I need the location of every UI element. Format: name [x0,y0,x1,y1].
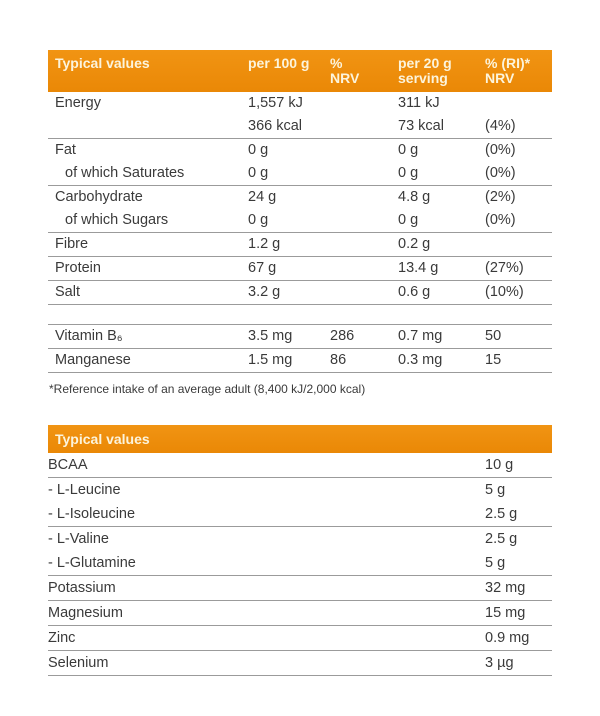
table1-group [48,92,552,139]
table-row [48,626,552,651]
table1-group [48,281,552,305]
cell-per20: 311 kJ [398,95,440,111]
cell-label: Carbohydrate [55,189,143,205]
cell-per100: 3.5 mg [248,328,293,344]
cell-label: - L-Isoleucine [48,505,136,522]
cell-label: Fibre [55,236,89,252]
cell-per100: 0 g [248,165,269,181]
cell-ri: (0%) [485,212,516,228]
cell-label: Manganese [55,352,131,368]
cell-ri [485,233,552,257]
table1-group [48,349,552,373]
cell-per100: 366 kcal [248,118,303,134]
cell-nrv: 286 [330,328,355,344]
cell-nrv [330,233,398,257]
table1-header-col3: % NRV [330,50,398,92]
cell-label: Energy [55,95,101,111]
cell-per100: 24 g [248,189,277,205]
table-row [48,601,552,626]
table-row [48,576,552,601]
table1-spacer-group [48,305,552,325]
cell-per20: 4.8 g [398,189,431,205]
table-row [48,453,552,478]
cell-nrv [330,139,398,163]
table1-group [48,257,552,281]
cell-nrv [330,162,398,186]
cell-label: Magnesium [48,604,123,621]
table2-group [48,576,552,601]
cell-ri: (10%) [485,284,524,300]
cell-per20: 0 g [398,212,419,228]
cell-ri: 50 [485,328,502,344]
table-row [48,651,552,676]
table1-group [48,325,552,349]
cell-per100: 1.5 mg [248,352,293,368]
cell-ri: (2%) [485,189,516,205]
cell-per20: 0.3 mg [398,352,443,368]
cell-value: 2.5 g [485,505,518,522]
cell-ri: 15 [485,352,502,368]
cell-value: 2.5 g [485,530,518,547]
cell-value: 32 mg [485,579,526,596]
table-row [48,233,552,257]
table-row [48,209,552,233]
spacer-row [48,305,552,325]
cell-label: Fat [55,142,76,158]
table1-header-col1: Typical values [48,50,248,92]
cell-per20: 0.2 g [398,236,431,252]
cell-label: Selenium [48,654,109,671]
table2-group [48,626,552,651]
cell-ri: (27%) [485,260,524,276]
cell-nrv [330,209,398,233]
macro-nutrition-section [48,50,552,373]
table1-header-bar [48,50,552,92]
table2-group [48,601,552,626]
cell-nrv [330,186,398,210]
cell-value: 5 g [485,481,506,498]
cell-ri: (4%) [485,118,516,134]
cell-per100: 1.2 g [248,236,281,252]
cell-ri: (0%) [485,142,516,158]
table-row [48,257,552,281]
reference-intake-footnote: *Reference intake of an average adult (8,400 kJ/2,000 kcal) [49,382,366,396]
cell-per20: 0 g [398,165,419,181]
cell-value: 15 mg [485,604,526,621]
table-row [48,281,552,305]
cell-per20: 0.6 g [398,284,431,300]
cell-label: Protein [55,260,101,276]
cell-label: Potassium [48,579,116,596]
cell-nrv [330,115,398,139]
table-row [48,325,552,349]
nutrition-table-per-100g [48,50,552,373]
cell-per100: 0 g [248,212,269,228]
amino-minerals-table [48,425,552,676]
table-row [48,551,552,576]
spacer-cell [48,305,552,325]
cell-label [48,115,248,139]
cell-per20: 0 g [398,142,419,158]
cell-label: BCAA [48,456,88,473]
table2-group [48,651,552,676]
cell-label: - L-Leucine [48,481,121,498]
cell-ri: (0%) [485,165,516,181]
cell-nrv [330,281,398,305]
table-row [48,478,552,503]
table-row [48,139,552,163]
cell-label: Vitamin B₆ [55,328,123,344]
table-row [48,527,552,552]
table-row [48,349,552,373]
table2-header-bar [48,425,552,453]
cell-per100: 67 g [248,260,277,276]
cell-per20: 73 kcal [398,118,444,134]
cell-value: 0.9 mg [485,629,530,646]
table1-header-col4: per 20 g serving [398,50,485,92]
cell-per20: 13.4 g [398,260,439,276]
table1-group [48,139,552,186]
cell-label: - L-Glutamine [48,554,136,571]
cell-ri [485,92,552,115]
table2-group [48,453,552,478]
cell-label: of which Sugars [65,212,169,228]
table2-group [48,478,552,527]
cell-per100: 3.2 g [248,284,281,300]
table1-group [48,233,552,257]
table-row [48,162,552,186]
cell-nrv [330,257,398,281]
cell-value: 3 µg [485,654,514,671]
table-row [48,502,552,527]
table2-group [48,527,552,576]
cell-per100: 1,557 kJ [248,95,303,111]
table1-header-col2: per 100 g [248,50,330,92]
table1-group [48,186,552,233]
cell-label: Zinc [48,629,76,646]
table1-header-col5: % (RI)* NRV [485,50,552,92]
table-row [48,115,552,139]
cell-nrv: 86 [330,352,347,368]
table-row [48,186,552,210]
table-row [48,92,552,115]
cell-value: 5 g [485,554,506,571]
cell-nrv [330,92,398,115]
cell-value: 10 g [485,456,514,473]
cell-per20: 0.7 mg [398,328,443,344]
amino-minerals-section [48,425,552,676]
cell-label: of which Saturates [65,165,185,181]
cell-label: Salt [55,284,80,300]
cell-per100: 0 g [248,142,269,158]
table2-header-title: Typical values [48,425,552,453]
cell-label: - L-Valine [48,530,109,547]
